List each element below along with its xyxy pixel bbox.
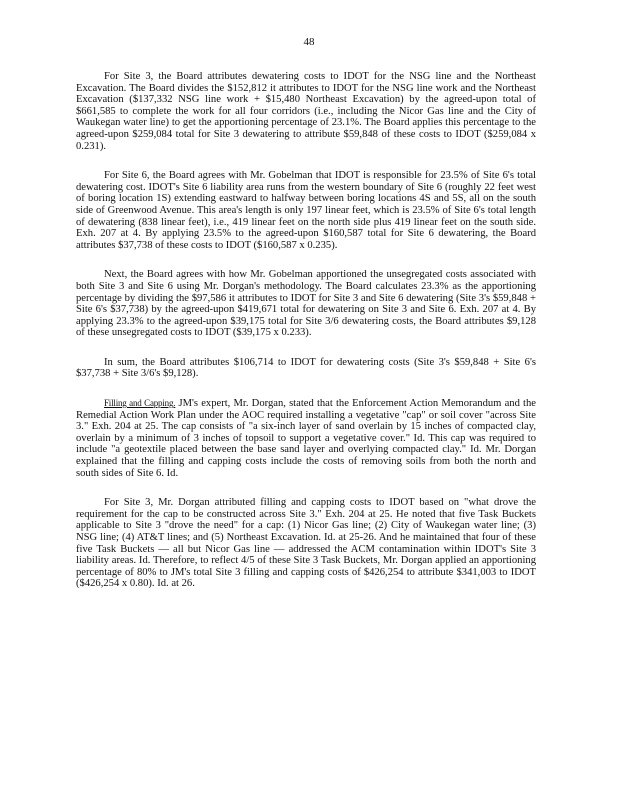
paragraph-site3-filling: For Site 3, Mr. Dorgan attributed filling and capping costs to IDOT based on "what drove the requirement for the cap to be constructed across Site 3." Exh. 204 at 25. He noted that five Task Buckets applicable to Site 3 "drove the need" for a cap: (1) Nicor Gas line; (2) City of Waukegan water line; (3) NSG line; (4) AT&T lines; and (5) Northeast Excavation. Id. at 25-26. And he maintained that four of these five Task Buckets — all but Nicor Gas line — addressed the ACM contamination within IDOT's Site 3 liability areas. Id. Therefore, to reflect 4/5 of these Site 3 Task Buckets, Mr. Dorgan applied an apportioning percentage of 80% to JM's total Site 3 filling and capping costs of $426,254 to attribute $341,003 to IDOT ($426,254 x 0.80). Id. at 26. (76, 497, 536, 590)
paragraph-site6-dewatering: For Site 6, the Board agrees with Mr. Gobelman that IDOT is responsible for 23.5% of Site 6's total dewatering cost. IDOT's Site 6 liability area runs from the western boundary of Site 6 (roughly 22 feet west of boring location 1S) extending eastward to halfway between boring locations 4S and 5S, all on the south side of Greenwood Avenue. This area's length is only 197 linear feet, which is 23.5% of Site 6's total length of dewatering (838 linear feet), i.e., 419 linear feet on the north side plus 419 linear feet on the south side. Exh. 207 at 4. By applying 23.5% to the agreed-upon $160,587 total for Site 6 dewatering, the Board attributes $37,738 of these costs to IDOT ($160,587 x 0.235). (76, 170, 536, 251)
body-text (76, 71, 536, 608)
paragraph-site3-dewatering: For Site 3, the Board attributes dewatering costs to IDOT for the NSG line and the Northeast Excavation. The Board divides the $152,812 it attributes to IDOT for the NSG line work and the Northeast Excavation ($137,332 NSG line work + $15,480 Northeast Excavation) by the agreed-upon total of $661,585 to complete the work for all four corridors (i.e., including the Nicor Gas line and the City of Waukegan water line) to get the apportioning percentage of 23.1%. The Board applies this percentage to the agreed-upon $259,084 total for Site 3 dewatering to attribute $59,848 of these costs to IDOT ($259,084 x 0.231). (76, 71, 536, 152)
paragraph-filling-capping (76, 398, 536, 479)
section-heading: Filling and Capping. (104, 398, 176, 409)
paragraph-unsegregated-costs: Next, the Board agrees with how Mr. Gobelman apportioned the unsegregated costs associated with both Site 3 and Site 6 using Mr. Dorgan's methodology. The Board calculates 23.3% as the apportioning percentage by dividing the $97,586 it attributes to IDOT for Site 3 and Site 6 dewatering (Site 3's $59,848 + Site 6's $37,738) by the agreed-upon $419,671 total for dewatering on Site 3 and Site 6. Exh. 207 at 4. By applying 23.3% to the agreed-upon $39,175 total for Site 3/6 dewatering costs, the Board attributes $9,128 of these unsegregated costs to IDOT ($39,175 x 0.233). (76, 269, 536, 339)
page-number: 48 (303, 36, 315, 48)
paragraph-dewatering-sum: In sum, the Board attributes $106,714 to IDOT for dewatering costs (Site 3's $59,848 + Site 6's $37,738 + Site 3/6's $9,128). (76, 356, 536, 380)
paragraph-text: JM's expert, Mr. Dorgan, stated that the Enforcement Action Memorandum and the Remedial Action Work Plan under the AOC required installing a vegetative "cap" or soil cover "across Site 3." Exh. 204 at 25. The cap consists of "a six-inch layer of sand overlain by 15 inches of compacted clay, overlain by a minimum of 3 inches of topsoil to support a vegetative cover." Id. This cap was required to include "a geotextile placed between the base sand layer and overlying compacted clay." Id. Mr. Dorgan explained that the filling and capping costs include the costs of removing soils from both the north and south sides of Site 6. Id. (76, 398, 536, 479)
